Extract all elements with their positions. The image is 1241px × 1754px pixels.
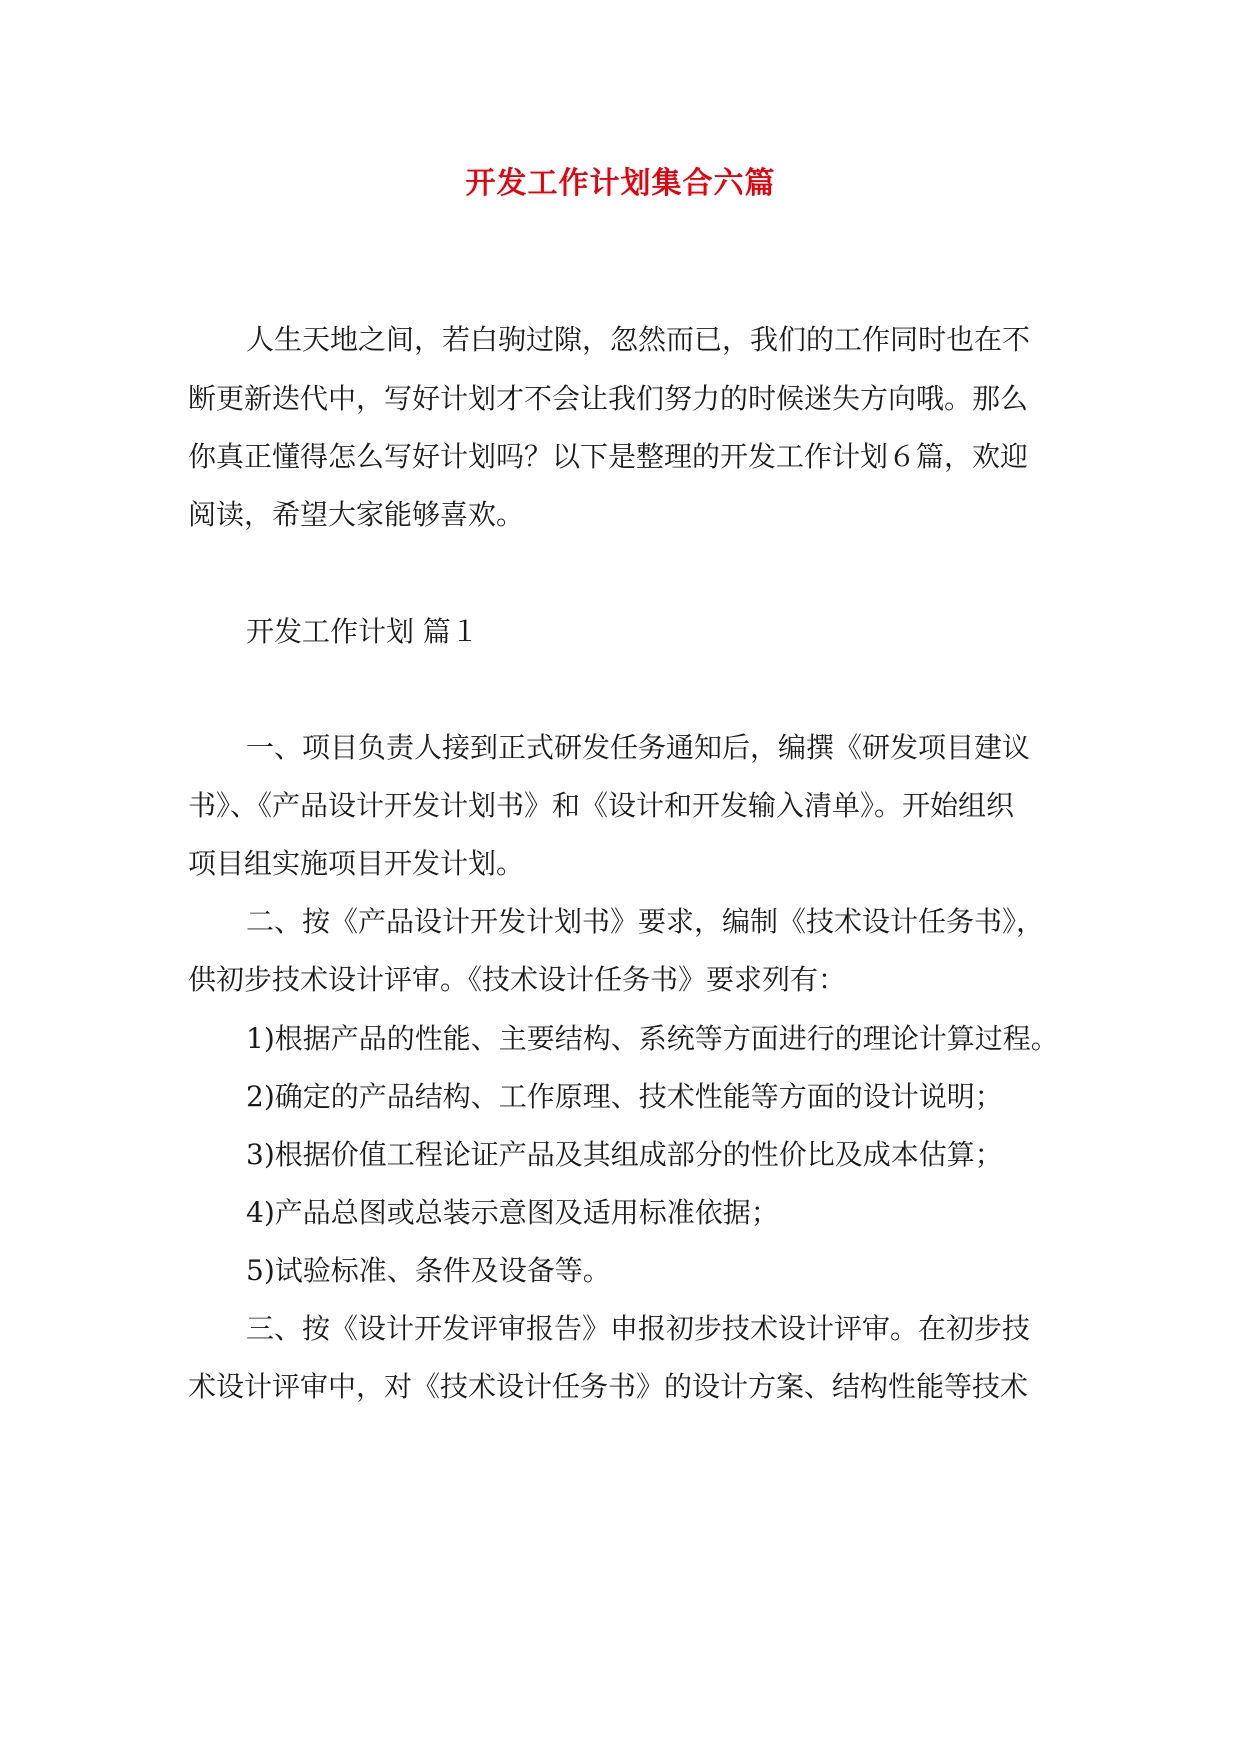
body-line: 二、按《产品设计开发计划书》要求，编制《技术设计任务书》，	[246, 905, 1045, 938]
list-item: 1)根据产品的性能、主要结构、系统等方面进行的理论计算过程。	[246, 1022, 1059, 1055]
intro-line: 阅读，希望大家能够喜欢。	[188, 498, 525, 531]
list-item: 3)根据价值工程论证产品及其组成部分的性价比及成本估算；	[246, 1138, 1003, 1171]
intro-line: 断更新迭代中，写好计划才不会让我们努力的时候迷失方向哦。那么	[188, 382, 1029, 415]
body-line: 项目组实施项目开发计划。	[188, 847, 525, 880]
list-item: 2)确定的产品结构、工作原理、技术性能等方面的设计说明；	[246, 1080, 1003, 1113]
list-item: 4)产品总图或总装示意图及适用标准依据；	[246, 1196, 779, 1229]
intro-line: 你真正懂得怎么写好计划吗？以下是整理的开发工作计划６篇，欢迎	[188, 440, 1029, 473]
body-line: 供初步技术设计评审。《技术设计任务书》要求列有：	[188, 963, 847, 996]
list-item: 5)试验标准、条件及设备等。	[246, 1254, 611, 1287]
section-heading: 开发工作计划 篇１	[246, 615, 479, 648]
intro-line: 人生天地之间，若白驹过隙，忽然而已，我们的工作同时也在不	[246, 323, 1031, 356]
document-title: 开发工作计划集合六篇	[465, 166, 776, 201]
body-line: 一、项目负责人接到正式研发任务通知后，编撰《研发项目建议	[246, 731, 1031, 764]
body-line: 书》、《产品设计开发计划书》和《设计和开发输入清单》。开始组织	[188, 789, 1015, 822]
body-line: 术设计评审中，对《技术设计任务书》的设计方案、结构性能等技术	[188, 1370, 1029, 1403]
body-line: 三、按《设计开发评审报告》申报初步技术设计评审。在初步技	[246, 1312, 1031, 1345]
